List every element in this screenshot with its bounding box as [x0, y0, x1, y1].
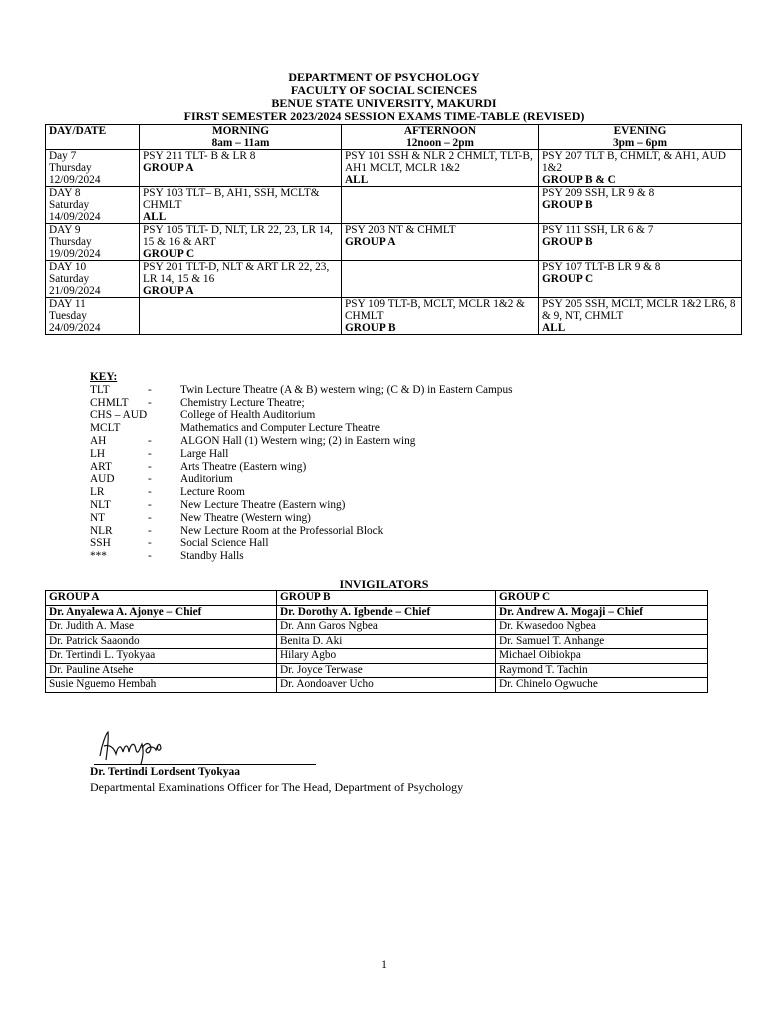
key-separator: - [148, 511, 152, 524]
col-header-group-a: GROUP A [46, 591, 277, 606]
key-abbr-text: AH [90, 434, 107, 447]
invigilator-name: Hilary Agbo [277, 649, 496, 664]
day-day: DAY 9 [49, 224, 81, 236]
key-separator: - [148, 396, 152, 409]
exam-venue: PSY 103 TLT– B, AH1, SSH, MCLT& CHMLT [143, 187, 320, 211]
invigilator-name: Raymond T. Tachin [496, 663, 708, 678]
timetable-body [46, 150, 742, 335]
invigilators-title: INVIGILATORS [339, 577, 429, 591]
col-header-morning [140, 125, 342, 150]
invigilator-name: Dr. Tertindi L. Tyokyaa [46, 649, 277, 664]
day-day: DAY 8 [49, 187, 81, 199]
key-abbr-text: NT [90, 511, 106, 524]
timetable-title: FIRST SEMESTER 2023/2024 SESSION EXAMS TIME-TABLE (REVISED) [183, 109, 585, 123]
chief-invigilators-row [46, 605, 708, 620]
key-desc: Lecture Room [180, 486, 245, 499]
evening-slot [539, 224, 742, 261]
invigilator-row [46, 678, 708, 693]
exam-venue: PSY 101 SSH & NLR 2 CHMLT, TLT-B, AH1 MCLT, MCLR 1&2 [345, 150, 533, 174]
key-abbr [90, 512, 180, 525]
key-desc: College of Health Auditorium [180, 409, 316, 422]
day-date: 21/09/2024 [49, 285, 101, 297]
day-date: 14/09/2024 [49, 211, 101, 223]
key-abbr [90, 435, 180, 448]
timetable-row [46, 298, 742, 335]
page-number: 1 [381, 959, 387, 971]
invigilators-body [46, 605, 708, 692]
day-cell [46, 224, 140, 261]
evening-slot [539, 150, 742, 187]
key-abbr [90, 384, 180, 397]
key-desc: Arts Theatre (Eastern wing) [180, 460, 307, 473]
key-desc: Twin Lecture Theatre (A & B) western wing; (C & D) in Eastern Campus [180, 383, 513, 396]
invigilator-name: Dr. Ann Garos Ngbea [277, 620, 496, 635]
key-abbr-text: SSH [90, 537, 111, 550]
timetable-row [46, 150, 742, 187]
morning-slot [140, 224, 342, 261]
key-abbr [90, 525, 180, 538]
day-cell [46, 150, 140, 187]
key-abbr [90, 550, 180, 563]
key-desc: Standby Halls [180, 550, 244, 563]
key-item [90, 537, 513, 550]
session-time: 8am – 11am [211, 137, 270, 149]
day-cell [46, 187, 140, 224]
session-name: AFTERNOON [403, 125, 477, 137]
key-abbr-text: MCLT [90, 422, 121, 435]
key-abbr-text: ART [90, 460, 112, 473]
invigilator-name: Michael Oibiokpa [496, 649, 708, 664]
key-separator: - [148, 447, 152, 460]
signer-name: Dr. Tertindi Lordsent Tyokyaa [90, 766, 240, 778]
key-abbr-text: AUD [90, 473, 115, 486]
morning-slot [140, 298, 342, 335]
invigilator-name: Dr. Aondoaver Ucho [277, 678, 496, 693]
morning-slot [140, 150, 342, 187]
invigilator-name: Dr. Patrick Saaondo [46, 634, 277, 649]
key-abbr [90, 486, 180, 499]
exam-group: GROUP A [143, 285, 194, 297]
invigilator-row [46, 663, 708, 678]
signer-role: Departmental Examinations Officer for The Head, Department of Psychology [90, 780, 464, 794]
key-abbr [90, 422, 180, 435]
key-item [90, 397, 513, 410]
invigilator-name: Susie Nguemo Hembah [46, 678, 277, 693]
key-abbr-text: CHMLT [90, 396, 129, 409]
col-header-evening [539, 125, 742, 150]
key-abbr-text: CHS – AUD [90, 409, 148, 422]
key-abbr [90, 499, 180, 512]
exam-group: GROUP B [542, 236, 593, 248]
morning-slot [140, 261, 342, 298]
key-separator: - [148, 473, 152, 486]
invigilator-name: Dr. Samuel T. Anhange [496, 634, 708, 649]
day-day: Day 7 [49, 150, 77, 162]
exam-group: ALL [542, 322, 566, 334]
key-abbr [90, 473, 180, 486]
key-abbr [90, 461, 180, 474]
key-item [90, 499, 513, 512]
exam-group: ALL [345, 174, 369, 186]
key-desc: Chemistry Lecture Theatre; [180, 396, 305, 409]
session-time: 12noon – 2pm [406, 137, 474, 149]
col-header-day: DAY/DATE [46, 125, 140, 150]
day-weekday: Tuesday [49, 310, 87, 322]
key-desc: Social Science Hall [180, 537, 269, 550]
key-abbr-text: TLT [90, 383, 110, 396]
faculty-title: FACULTY OF SOCIAL SCIENCES [290, 83, 478, 97]
exam-venue: PSY 109 TLT-B, MCLT, MCLR 1&2 & CHMLT [345, 298, 525, 322]
evening-slot [539, 261, 742, 298]
key-separator: - [148, 383, 152, 396]
key-item [90, 422, 513, 435]
invigilator-name: Benita D. Aki [277, 634, 496, 649]
handwritten-signature [94, 726, 194, 768]
key-abbr-text: NLT [90, 498, 111, 511]
afternoon-slot [342, 187, 539, 224]
day-weekday: Thursday [49, 236, 92, 248]
key-abbr [90, 397, 180, 410]
invigilator-name: Dr. Joyce Terwase [277, 663, 496, 678]
col-header-afternoon [342, 125, 539, 150]
key-desc: Mathematics and Computer Lecture Theatre [180, 422, 380, 435]
day-date: 12/09/2024 [49, 174, 101, 186]
key-desc: New Theatre (Western wing) [180, 511, 311, 524]
key-desc: Large Hall [180, 447, 229, 460]
department-title: DEPARTMENT OF PSYCHOLOGY [288, 70, 480, 84]
exam-venue: PSY 107 TLT-B LR 9 & 8 [542, 261, 661, 273]
day-date: 24/09/2024 [49, 322, 101, 334]
invigilator-name: Dr. Kwasedoo Ngbea [496, 620, 708, 635]
exam-venue: PSY 205 SSH, MCLT, MCLR 1&2 LR6, 8 & 9, NT, CHMLT [542, 298, 736, 322]
day-date: 19/09/2024 [49, 248, 101, 260]
exam-venue: PSY 201 TLT-D, NLT & ART LR 22, 23, LR 14, 15 & 16 [143, 261, 330, 285]
key-desc: Auditorium [180, 473, 233, 486]
invigilators-header-row [46, 591, 708, 606]
exam-timetable [45, 124, 742, 335]
key-separator: - [148, 498, 152, 511]
key-item [90, 486, 513, 499]
afternoon-slot [342, 224, 539, 261]
day-day: DAY 11 [49, 298, 86, 310]
exam-group: ALL [143, 211, 167, 223]
key-legend [90, 371, 513, 563]
day-cell [46, 298, 140, 335]
signature-line [94, 764, 316, 765]
invigilator-name: Dr. Chinelo Ogwuche [496, 678, 708, 693]
session-time: 3pm – 6pm [613, 137, 667, 149]
key-title: KEY: [90, 371, 118, 383]
evening-slot [539, 187, 742, 224]
exam-group: GROUP A [143, 162, 194, 174]
key-item [90, 550, 513, 563]
key-separator: - [148, 524, 152, 537]
exam-venue: PSY 111 SSH, LR 6 & 7 [542, 224, 654, 236]
invigilators-table [45, 590, 708, 693]
invigilator-row [46, 634, 708, 649]
exam-venue: PSY 105 TLT- D, NLT, LR 22, 23, LR 14, 15 & 16 & ART [143, 224, 333, 248]
key-item [90, 525, 513, 538]
afternoon-slot [342, 261, 539, 298]
timetable-row [46, 187, 742, 224]
morning-slot [140, 187, 342, 224]
document-header [0, 71, 768, 123]
invigilator-name: Dr. Dorothy A. Igbende – Chief [277, 605, 496, 620]
exam-group: GROUP B [345, 322, 396, 334]
session-name: MORNING [211, 125, 270, 137]
key-desc: New Lecture Theatre (Eastern wing) [180, 498, 346, 511]
key-abbr [90, 409, 180, 422]
timetable-header-row [46, 125, 742, 150]
key-item [90, 384, 513, 397]
afternoon-slot [342, 150, 539, 187]
exam-group: GROUP B & C [542, 174, 616, 186]
exam-venue: PSY 207 TLT B, CHMLT, & AH1, AUD 1&2 [542, 150, 726, 174]
key-item [90, 512, 513, 525]
key-separator: - [148, 460, 152, 473]
day-weekday: Saturday [49, 199, 90, 211]
afternoon-slot [342, 298, 539, 335]
col-header-group-b: GROUP B [277, 591, 496, 606]
exam-group: GROUP A [345, 236, 396, 248]
key-abbr-text: LR [90, 486, 105, 499]
key-item [90, 448, 513, 461]
day-weekday: Saturday [49, 273, 90, 285]
invigilator-row [46, 620, 708, 635]
exam-group: GROUP C [542, 273, 594, 285]
exam-venue: PSY 203 NT & CHMLT [345, 224, 456, 236]
exam-venue: PSY 209 SSH, LR 9 & 8 [542, 187, 655, 199]
key-desc: New Lecture Room at the Professorial Block [180, 524, 384, 537]
session-name: EVENING [613, 125, 667, 137]
invigilator-name: Dr. Anyalewa A. Ajonye – Chief [46, 605, 277, 620]
key-separator: - [148, 550, 152, 563]
day-day: DAY 10 [49, 261, 87, 273]
invigilator-row [46, 649, 708, 664]
key-list [90, 384, 513, 563]
timetable-row [46, 224, 742, 261]
key-abbr-text: NLR [90, 524, 113, 537]
timetable-row [46, 261, 742, 298]
key-abbr-text: LH [90, 447, 106, 460]
key-desc: ALGON Hall (1) Western wing; (2) in Eastern wing [180, 434, 416, 447]
exam-group: GROUP B [542, 199, 593, 211]
evening-slot [539, 298, 742, 335]
invigilator-name: Dr. Judith A. Mase [46, 620, 277, 635]
key-abbr [90, 448, 180, 461]
exam-group: GROUP C [143, 248, 195, 260]
col-header-group-c: GROUP C [496, 591, 708, 606]
day-cell [46, 261, 140, 298]
exam-venue: PSY 211 TLT- B & LR 8 [143, 150, 256, 162]
key-item [90, 409, 513, 422]
invigilator-name: Dr. Pauline Atsehe [46, 663, 277, 678]
key-abbr-text: *** [90, 550, 107, 563]
key-item [90, 461, 513, 474]
invigilator-name: Dr. Andrew A. Mogaji – Chief [496, 605, 708, 620]
key-separator: - [148, 434, 152, 447]
key-separator: - [148, 486, 152, 499]
university-title: BENUE STATE UNIVERSITY, MAKURDI [271, 96, 497, 110]
key-item [90, 435, 513, 448]
key-abbr [90, 537, 180, 550]
key-separator: - [148, 537, 152, 550]
key-item [90, 473, 513, 486]
day-weekday: Thursday [49, 162, 92, 174]
